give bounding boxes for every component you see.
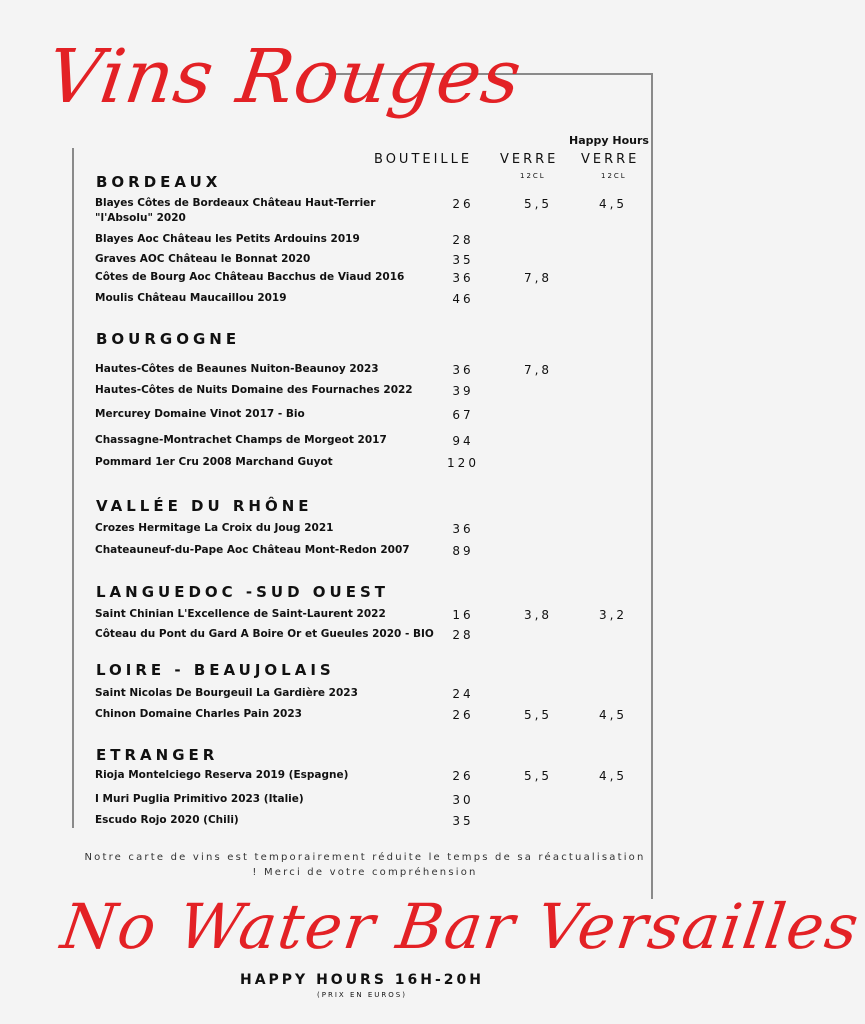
- happy-hours-banner: HAPPY HOURS 16H-20H: [239, 972, 485, 988]
- bottle-price: 46: [452, 292, 474, 306]
- wine-name: Graves AOC Château le Bonnat 2020: [95, 253, 311, 265]
- section-heading: ETRANGER: [96, 746, 219, 764]
- wine-name: Rioja Montelciego Reserva 2019 (Espagne): [95, 769, 349, 781]
- section-heading: BORDEAUX: [96, 173, 222, 191]
- wine-name: Chassagne-Montrachet Champs de Morgeot 2017: [95, 434, 387, 446]
- bottle-price: 35: [452, 814, 474, 828]
- wine-name: Pommard 1er Cru 2008 Marchand Guyot: [95, 456, 333, 468]
- glass-price: 5,5: [523, 708, 553, 722]
- wine-name: Hautes-Côtes de Beaunes Nuiton-Beaunoy 2023: [95, 363, 379, 375]
- happy-hour-glass-price: 4,5: [598, 708, 628, 722]
- bottle-price: 94: [452, 434, 474, 448]
- bottle-price: 30: [452, 793, 474, 807]
- section-heading: LOIRE - BEAUJOLAIS: [96, 661, 335, 679]
- bottle-price: 36: [452, 363, 474, 377]
- glass-price: 3,8: [523, 608, 553, 622]
- menu-title: Vins Rouges: [41, 34, 528, 120]
- bottle-price: 26: [452, 708, 474, 722]
- wine-name: Côteau du Pont du Gard A Boire Or et Gueules 2020 - BIO: [95, 628, 434, 640]
- happy-hours-column-label: Happy Hours: [569, 134, 649, 147]
- bottle-price: 89: [452, 544, 474, 558]
- frame-left-line: [72, 148, 74, 828]
- bouteille-column-header: BOUTEILLE: [374, 152, 473, 167]
- wine-name: Chinon Domaine Charles Pain 2023: [95, 708, 302, 720]
- wine-name: Mercurey Domaine Vinot 2017 - Bio: [95, 408, 305, 420]
- bottle-price: 35: [452, 253, 474, 267]
- wine-name: Crozes Hermitage La Croix du Joug 2021: [95, 522, 334, 534]
- bottle-price: 67: [452, 408, 474, 422]
- section-heading: BOURGOGNE: [96, 330, 241, 348]
- bottle-price: 26: [452, 197, 474, 211]
- bottle-price: 28: [452, 233, 474, 247]
- happy-hour-glass-price: 3,2: [598, 608, 628, 622]
- happy-verre-unit-label: 12CL: [601, 172, 627, 180]
- wine-name: Saint Chinian L'Excellence de Saint-Laurent 2022: [95, 608, 386, 620]
- verre-unit-label: 12CL: [520, 172, 546, 180]
- glass-price: 7,8: [523, 363, 553, 377]
- happy-verre-column-header: VERRE: [581, 152, 640, 167]
- frame-right-line: [651, 73, 653, 899]
- bottle-price: 24: [452, 687, 474, 701]
- menu-note: Notre carte de vins est temporairement réduite le temps de sa réactualisation ! Merci de votre compréhension: [84, 852, 646, 878]
- glass-price: 5,5: [523, 197, 553, 211]
- section-heading: VALLÉE DU RHÔNE: [96, 497, 313, 515]
- wine-name: Côtes de Bourg Aoc Château Bacchus de Viaud 2016: [95, 271, 405, 283]
- happy-hour-glass-price: 4,5: [598, 769, 628, 783]
- wine-name: Chateauneuf-du-Pape Aoc Château Mont-Redon 2007: [95, 544, 410, 556]
- happy-hour-glass-price: 4,5: [598, 197, 628, 211]
- wine-name: I Muri Puglia Primitivo 2023 (Italie): [95, 793, 304, 805]
- wine-name: Saint Nicolas De Bourgeuil La Gardière 2023: [95, 687, 358, 699]
- glass-price: 5,5: [523, 769, 553, 783]
- wine-name: Moulis Château Maucaillou 2019: [95, 292, 287, 304]
- wine-name: Blayes Aoc Château les Petits Ardouins 2019: [95, 233, 360, 245]
- wine-name: Hautes-Côtes de Nuits Domaine des Fournaches 2022: [95, 384, 413, 396]
- bottle-price: 120: [447, 456, 479, 470]
- wine-name: Escudo Rojo 2020 (Chili): [95, 814, 239, 826]
- bottle-price: 16: [452, 608, 474, 622]
- bar-name: No Water Bar Versailles: [56, 890, 865, 963]
- bottle-price: 26: [452, 769, 474, 783]
- glass-price: 7,8: [523, 271, 553, 285]
- wine-name: Blayes Côtes de Bordeaux Château Haut-Terrier "l'Absolu" 2020: [95, 197, 376, 224]
- bottle-price: 39: [452, 384, 474, 398]
- bottle-price: 36: [452, 271, 474, 285]
- bottle-price: 28: [452, 628, 474, 642]
- section-heading: LANGUEDOC -SUD OUEST: [96, 583, 389, 601]
- prix-note: (PRIX EN EUROS): [317, 991, 407, 999]
- verre-column-header: VERRE: [500, 152, 559, 167]
- bottle-price: 36: [452, 522, 474, 536]
